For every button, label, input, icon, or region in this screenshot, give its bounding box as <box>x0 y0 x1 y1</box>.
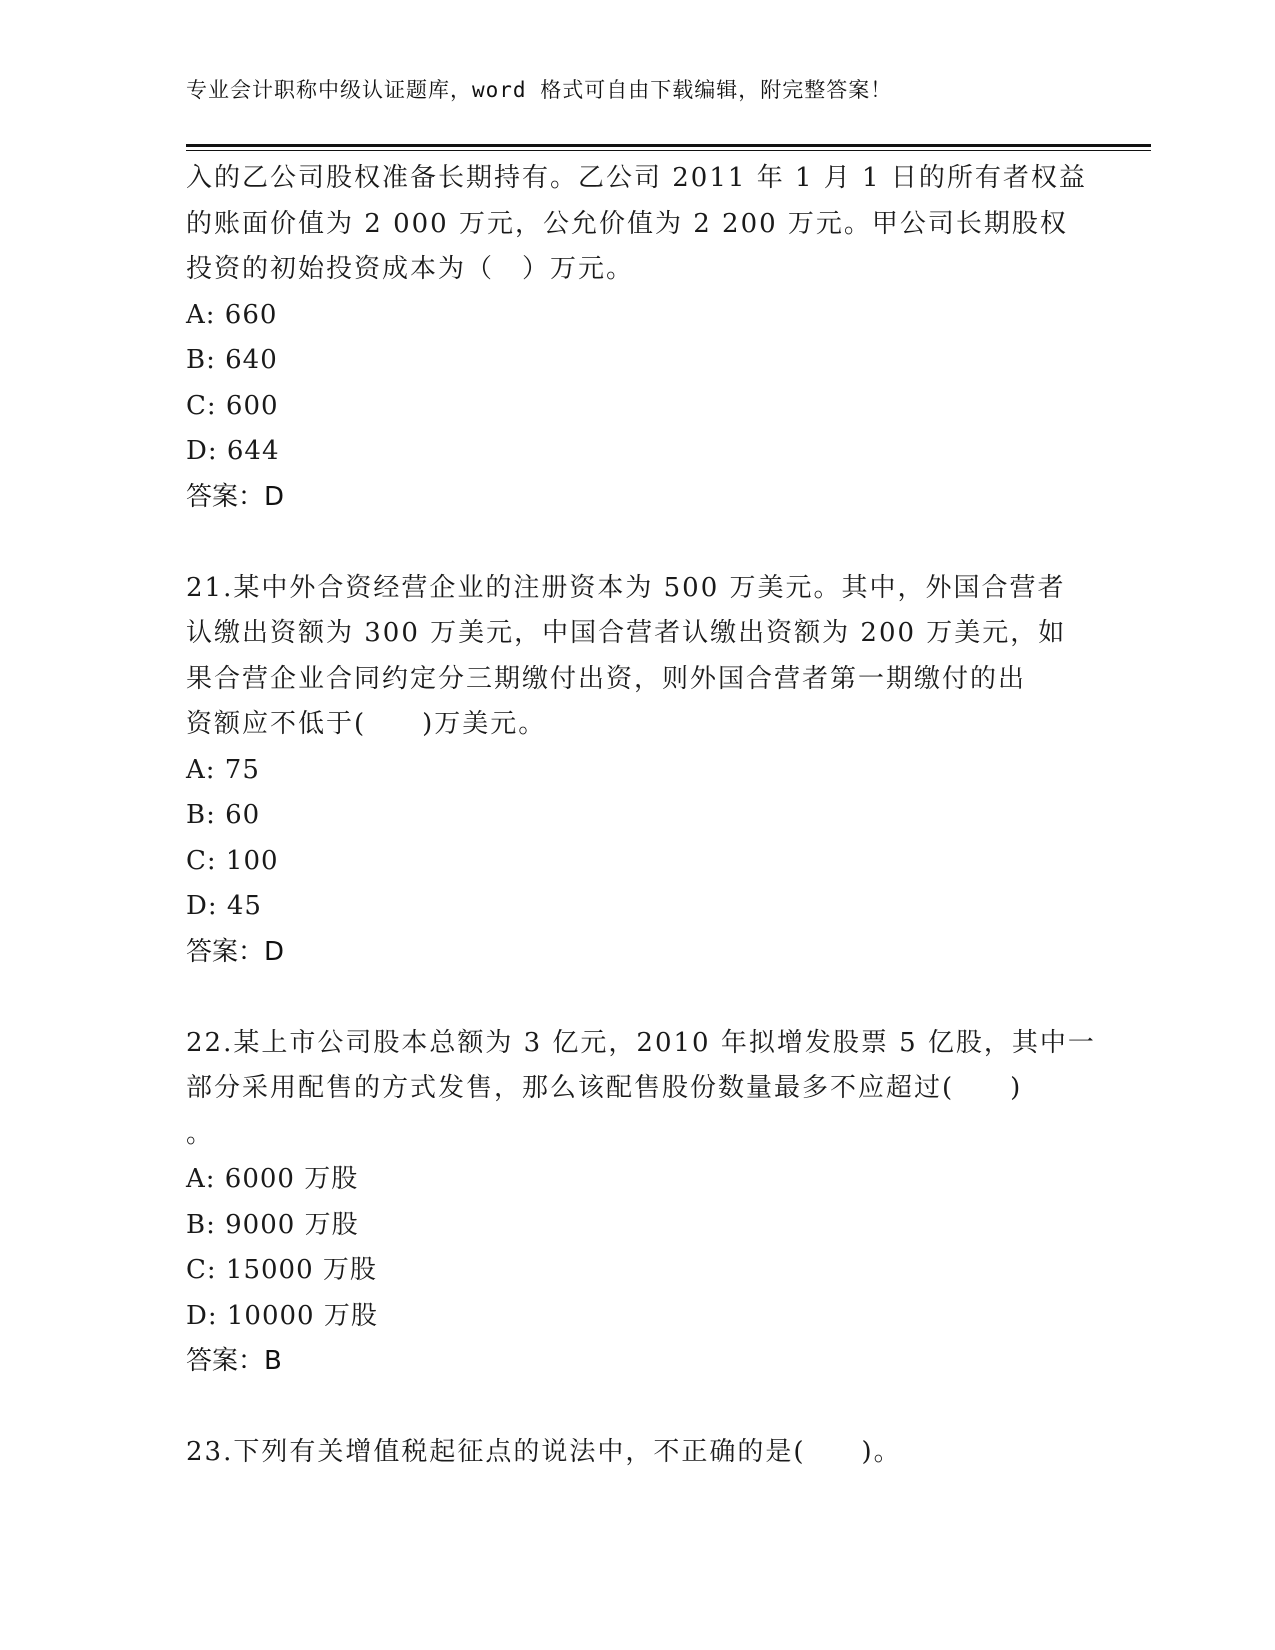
question-22 <box>186 1021 1096 1385</box>
option-b: B: 60 <box>186 800 261 830</box>
question-20 <box>186 156 1086 520</box>
question-text-line: 入的乙公司股权准备长期持有。乙公司 2011 年 1 月 1 日的所有者权益 <box>186 163 1087 193</box>
option-d: D: 644 <box>186 436 280 466</box>
question-text-line: 23.下列有关增值税起征点的说法中，不正确的是( )。 <box>186 1437 902 1467</box>
option-a: A: 660 <box>186 299 278 330</box>
question-text-line: 的账面价值为 2 000 万元，公允价值为 2 200 万元。甲公司长期股权 <box>186 208 1068 239</box>
question-23 <box>186 1430 1086 1476</box>
option-d: D: 10000 万股 <box>186 1300 378 1331</box>
question-text-line: 部分采用配售的方式发售，那么该配售股份数量最多不应超过( ) <box>186 1073 1023 1103</box>
question-text-line: 21.某中外合资经营企业的注册资本为 500 万美元。其中，外国合营者 <box>186 572 1066 603</box>
question-text-line: 投资的初始投资成本为（ ）万元。 <box>186 254 635 284</box>
question-text-line: 。 <box>186 1118 215 1149</box>
option-c: C: 600 <box>186 390 279 421</box>
question-text-line: 22.某上市公司股本总额为 3 亿元，2010 年拟增发股票 5 亿股，其中一 <box>186 1027 1096 1058</box>
header-divider-thin <box>186 150 1151 151</box>
question-content <box>186 156 1096 1476</box>
answer-label: 答案：D <box>186 936 285 967</box>
option-d: D: 45 <box>186 891 262 921</box>
spacer <box>186 1385 1086 1431</box>
header-divider <box>186 144 1151 147</box>
question-21 <box>186 566 1086 976</box>
spacer <box>186 520 1086 566</box>
answer-label: 答案：D <box>186 481 285 512</box>
option-a: A: 6000 万股 <box>186 1164 359 1194</box>
option-b: B: 9000 万股 <box>186 1209 359 1240</box>
option-c: C: 15000 万股 <box>186 1255 377 1285</box>
option-b: B: 640 <box>186 345 278 375</box>
option-a: A: 75 <box>186 754 260 785</box>
question-text-line: 认缴出资额为 300 万美元，中国合营者认缴出资额为 200 万美元，如 <box>186 618 1067 648</box>
spacer <box>186 975 1086 1021</box>
question-text-line: 资额应不低于( )万美元。 <box>186 709 547 739</box>
page-header: 专业会计职称中级认证题库，word 格式可自由下载编辑，附完整答案！ <box>186 78 893 102</box>
answer-label: 答案：B <box>186 1346 282 1376</box>
option-c: C: 100 <box>186 845 279 876</box>
question-text-line: 果合营企业合同约定分三期缴付出资，则外国合营者第一期缴付的出 <box>186 663 1027 694</box>
